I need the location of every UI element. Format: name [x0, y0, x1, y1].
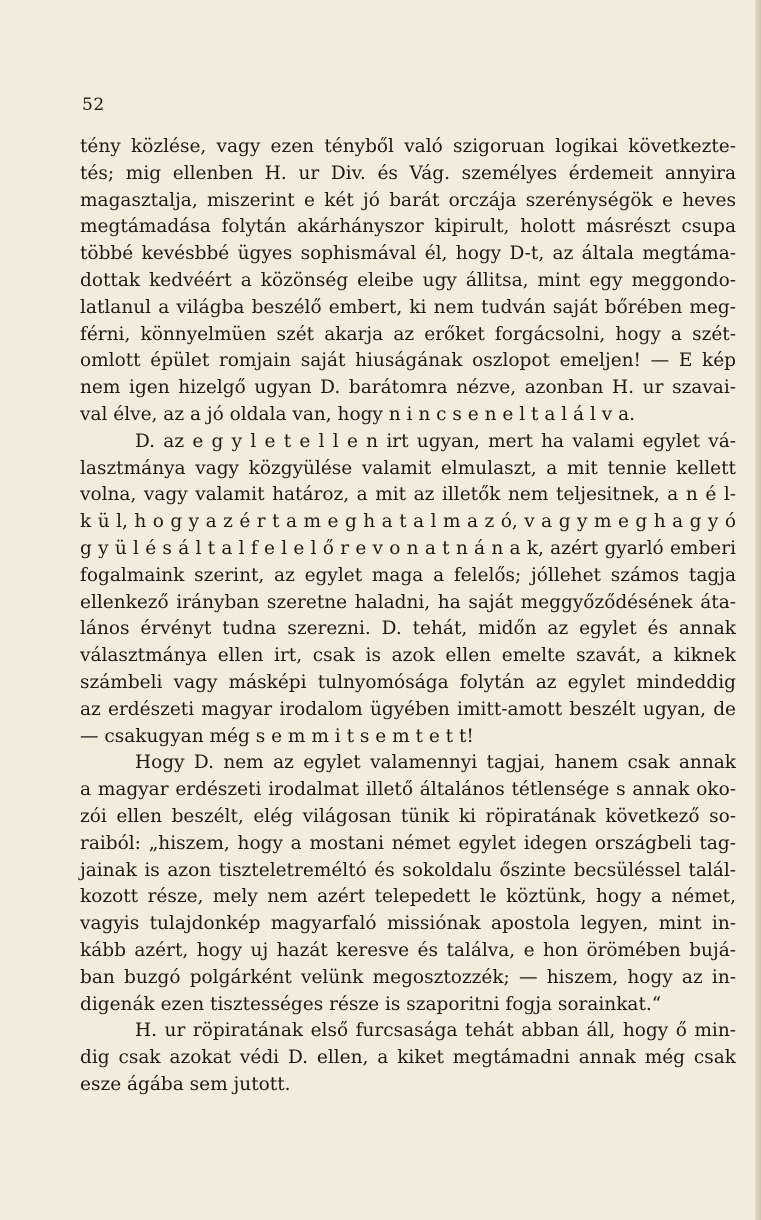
text-line: magasztalja, miszerint e két jó barát orczája szerénységök e heves	[80, 189, 736, 211]
text-line: vagyis tulajdonkép magyarfaló missiónak apostola legyen, mint in-	[80, 913, 736, 935]
text-line: számbeli vagy másképi tulnyomósága folytán az egylet mindeddig	[80, 671, 736, 693]
text-line: ban buzgó polgárként velünk megosztozzék; — hiszem, hogy az in-	[80, 966, 736, 988]
text-line: választmánya ellen irt, csak is azok ellen emelte szavát, a kiknek	[80, 645, 736, 667]
text-line: férni, könnyelmüen szét akarja az erőket forgácsolni, hogy a szét-	[80, 323, 736, 345]
text-line: az erdészeti magyar irodalom ügyében imitt-amott beszélt ugyan, de	[80, 698, 736, 720]
text-line: zói ellen beszélt, elég világosan tünik ki röpiratának következő so-	[80, 805, 736, 827]
page-edge	[755, 0, 761, 1220]
text-line: kább azért, hogy uj hazát keresve és találva, e hon örömében bujá-	[80, 939, 736, 961]
text-line: dig csak azokat védi D. ellen, a kiket megtámadni annak még csak	[80, 1047, 736, 1069]
text-line: Hogy D. nem az egylet valamennyi tagjai, hanem csak annak	[135, 752, 736, 774]
text-line: H. ur röpiratának első furcsasága tehát abban áll, hogy ő min-	[135, 1020, 736, 1042]
text-line: tés; mig ellenben H. ur Div. és Vág. személyes érdemeit annyira	[80, 162, 736, 184]
text-line: g y ü l é s á l t a l f e l e l ő r e v o n a t n á n a k, azért gyarló emberi	[80, 537, 736, 559]
text-line: megtámadása folytán akárhányszor kipirult, holott másrészt csupa	[80, 216, 736, 238]
text-line: lasztmánya vagy közgyülése valamit elmulaszt, a mit tennie kellett	[80, 457, 736, 479]
text-line: nem igen hizelgő ugyan D. barátomra nézve, azonban H. ur szavai-	[80, 377, 736, 399]
text-line: lános érvényt tudna szerezni. D. tehát, midőn az egylet és annak	[80, 618, 736, 640]
text-line: raiból: „hiszem, hogy a mostani német egylet idegen országbeli tag-	[80, 832, 736, 854]
text-line: tény közlése, vagy ezen tényből való szigoruan logikai következte-	[80, 136, 736, 157]
text-line: latlanul a világba beszélő embert, ki nem tudván saját bőrében meg-	[80, 296, 736, 318]
text-line: D. az e g y l e t e l l e n irt ugyan, mert ha valami egylet vá-	[135, 430, 736, 452]
text-line: kozott része, mely nem azért telepedett le köztünk, hogy a német,	[80, 886, 736, 908]
text-line: digenák ezen tisztességes része is szaporitni fogja sorainkat.“	[80, 993, 662, 1015]
text-line: ellenkező irányban szeretne haladni, ha saját meggyőződésének áta-	[80, 591, 736, 613]
text-line: fogalmaink szerint, az egylet maga a felelős; jóllehet számos tagja	[80, 564, 736, 586]
text-line: esze ágába sem jutott.	[80, 1073, 291, 1095]
page-number: 52	[82, 95, 105, 115]
text-line: — csakugyan még s e m m i t s e m t e t t!	[80, 725, 474, 747]
text-line: val élve, az a jó oldala van, hogy n i n c s e n e l t a l á l v a.	[80, 403, 635, 425]
text-line: omlott épület romjain saját hiuságának oszlopot emeljen! — E kép	[80, 350, 736, 372]
text-line: volna, vagy valamit határoz, a mit az illetők nem teljesitnek, a n é l-	[80, 484, 736, 506]
text-line: jainak is azon tiszteletreméltó és sokoldalu őszinte becsüléssel talál-	[80, 859, 736, 881]
text-line: a magyar erdészeti irodalmat illető általános tétlensége s annak oko-	[80, 779, 736, 801]
body-text	[80, 134, 736, 1099]
text-line: k ü l, h o g y a z é r t a m e g h a t a l m a z ó, v a g y m e g h a g y ó	[80, 511, 736, 533]
text-line: dottak kedvéért a közönség eleibe ugy állitsa, mint egy meggondo-	[80, 269, 736, 291]
text-line: többé kevésbbé ügyes sophismával él, hogy D-t, az általa megtáma-	[80, 243, 736, 265]
